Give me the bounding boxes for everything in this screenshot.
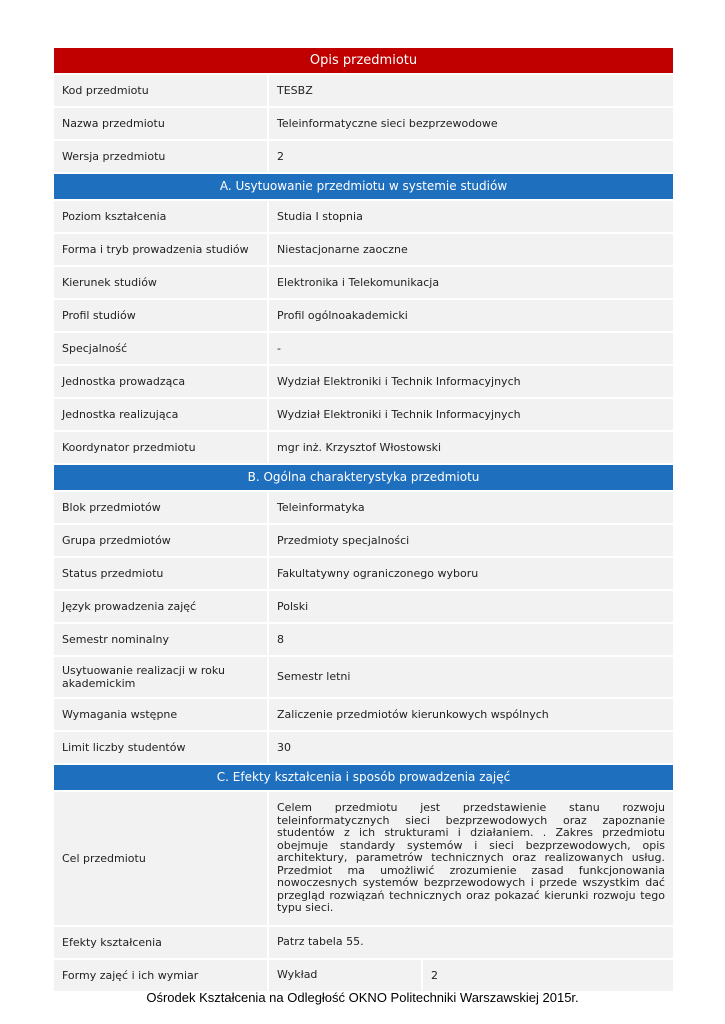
row-label: Nazwa przedmiotu	[54, 108, 267, 139]
row-label: Język prowadzenia zajęć	[54, 591, 267, 622]
row-value: Wydział Elektroniki i Technik Informacyjnych	[269, 399, 673, 430]
row-label: Cel przedmiotu	[54, 792, 267, 925]
table-row	[54, 300, 673, 331]
row-label: Jednostka prowadząca	[54, 366, 267, 397]
row-value: Polski	[269, 591, 673, 622]
class-type: Wykład	[269, 960, 421, 991]
table-row	[54, 201, 673, 232]
table-row	[54, 927, 673, 958]
table-row	[54, 333, 673, 364]
table-row	[54, 108, 673, 139]
section-a-heading: A. Usytuowanie przedmiotu w systemie studiów	[54, 174, 673, 199]
table-row	[54, 591, 673, 622]
row-label: Jednostka realizująca	[54, 399, 267, 430]
page-footer: Ośrodek Kształcenia na Odległość OKNO Politechniki Warszawskiej 2015r.	[146, 990, 579, 1005]
row-label: Efekty kształcenia	[54, 927, 267, 958]
row-value: Teleinformatyczne sieci bezprzewodowe	[269, 108, 673, 139]
table-row	[54, 558, 673, 589]
row-label: Formy zajęć i ich wymiar	[54, 960, 267, 991]
row-label: Kod przedmiotu	[54, 75, 267, 106]
table-row	[54, 657, 673, 697]
row-label: Wersja przedmiotu	[54, 141, 267, 172]
table-row	[54, 75, 673, 106]
row-value: 2	[269, 141, 673, 172]
row-value: Przedmioty specjalności	[269, 525, 673, 556]
table-row	[54, 267, 673, 298]
row-value: Teleinformatyka	[269, 492, 673, 523]
section-b-heading: B. Ogólna charakterystyka przedmiotu	[54, 465, 673, 490]
row-value: Profil ogólnoakademicki	[269, 300, 673, 331]
course-description-table	[54, 48, 673, 993]
row-value: 30	[269, 732, 673, 763]
row-label: Profil studiów	[54, 300, 267, 331]
row-label: Grupa przedmiotów	[54, 525, 267, 556]
row-label: Blok przedmiotów	[54, 492, 267, 523]
row-value: Zaliczenie przedmiotów kierunkowych wspólnych	[269, 699, 673, 730]
table-row	[54, 366, 673, 397]
section-c-heading: C. Efekty kształcenia i sposób prowadzenia zajęć	[54, 765, 673, 790]
row-value: Niestacjonarne zaoczne	[269, 234, 673, 265]
row-value: 8	[269, 624, 673, 655]
row-value: Elektronika i Telekomunikacja	[269, 267, 673, 298]
row-label: Usytuowanie realizacji w roku akademickim	[54, 657, 267, 697]
table-row	[54, 234, 673, 265]
row-value: Fakultatywny ograniczonego wyboru	[269, 558, 673, 589]
row-value: Semestr letni	[269, 657, 673, 697]
table-row	[54, 399, 673, 430]
table-row	[54, 432, 673, 463]
table-title: Opis przedmiotu	[54, 48, 673, 73]
table-row	[54, 525, 673, 556]
row-label: Kierunek studiów	[54, 267, 267, 298]
table-row	[54, 141, 673, 172]
row-value: Studia I stopnia	[269, 201, 673, 232]
row-label: Koordynator przedmiotu	[54, 432, 267, 463]
row-value: Patrz tabela 55.	[269, 927, 673, 958]
row-value: Wydział Elektroniki i Technik Informacyjnych	[269, 366, 673, 397]
table-row	[54, 624, 673, 655]
course-goal-text: Celem przedmiotu jest przedstawienie stanu rozwoju teleinformatycznych sieci bezprzewodowych oraz zapoznanie studentów z ich strukturami i działaniem. . Zakres przedmiotu obejmuje standardy systemów i sieci bezprzewodowych, opis architektury, parametrów technicznych oraz realizowanych usług. Przedmiot ma umożliwić zrozumienie zasad funkcjonowania nowoczesnych systemów bezprzewodowych i przede wszystkim dać przegląd rozwiązań technicznych oraz pokazać kierunki rozwoju tego typu sieci.	[269, 792, 673, 925]
table-row	[54, 792, 673, 925]
row-label: Poziom kształcenia	[54, 201, 267, 232]
row-value: mgr inż. Krzysztof Włostowski	[269, 432, 673, 463]
row-label: Semestr nominalny	[54, 624, 267, 655]
row-label: Forma i tryb prowadzenia studiów	[54, 234, 267, 265]
row-value: -	[269, 333, 673, 364]
row-label: Limit liczby studentów	[54, 732, 267, 763]
table-row	[54, 732, 673, 763]
table-row	[54, 699, 673, 730]
table-row	[54, 492, 673, 523]
table-row	[54, 960, 673, 991]
row-label: Specjalność	[54, 333, 267, 364]
row-label: Status przedmiotu	[54, 558, 267, 589]
class-hours: 2	[423, 960, 673, 991]
row-value: TESBZ	[269, 75, 673, 106]
row-label: Wymagania wstępne	[54, 699, 267, 730]
